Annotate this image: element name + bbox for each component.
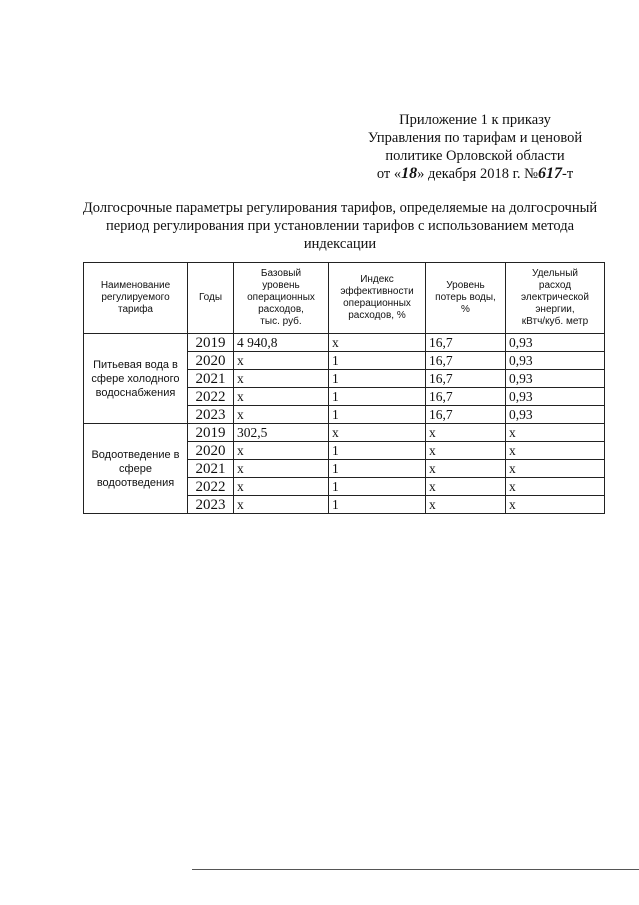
year-cell: 2020 — [188, 352, 234, 370]
value-cell: х — [506, 478, 605, 496]
value-cell: х — [426, 496, 506, 514]
value-cell: х — [426, 442, 506, 460]
header-text-line: Годы — [198, 292, 223, 303]
value-cell: х — [234, 352, 329, 370]
header-text-line: эффективности — [340, 286, 414, 297]
tariff-parameters-table — [83, 262, 605, 514]
table-header-row — [84, 263, 605, 334]
year-cell: 2021 — [188, 370, 234, 388]
header-text-line: операционных — [247, 292, 315, 303]
header-text-line: потерь воды, — [435, 292, 496, 303]
year-cell: 2020 — [188, 442, 234, 460]
year-cell: 2019 — [188, 424, 234, 442]
value-cell: х — [329, 424, 426, 442]
value-cell: 0,93 — [506, 388, 605, 406]
header-text-line: % — [461, 304, 470, 315]
value-cell: х — [506, 442, 605, 460]
value-cell: 0,93 — [506, 406, 605, 424]
header-text-line: расходов, % — [348, 310, 406, 321]
value-cell: 4 940,8 — [234, 334, 329, 352]
header-text-line: уровень — [262, 280, 300, 291]
value-cell: 0,93 — [506, 370, 605, 388]
value-cell: х — [234, 370, 329, 388]
value-cell: 1 — [329, 478, 426, 496]
value-cell: х — [426, 460, 506, 478]
appendix-line-3: политике Орловской области — [385, 148, 565, 164]
table-row — [84, 334, 605, 352]
appendix-line-1: Приложение 1 к приказу — [399, 112, 551, 128]
value-cell: 1 — [329, 370, 426, 388]
year-cell: 2023 — [188, 496, 234, 514]
title-line-3: индексации — [303, 236, 377, 252]
value-cell: 1 — [329, 442, 426, 460]
year-cell: 2023 — [188, 406, 234, 424]
header-years — [188, 263, 234, 334]
header-text-line: электрической — [521, 292, 589, 303]
header-tariff-name — [84, 263, 188, 334]
order-date-mid: » декабря 2018 г. № — [417, 166, 538, 182]
value-cell: х — [329, 334, 426, 352]
value-cell: х — [234, 460, 329, 478]
value-cell: х — [234, 406, 329, 424]
value-cell: 16,7 — [426, 406, 506, 424]
appendix-line-4 — [330, 165, 620, 183]
value-cell: х — [426, 424, 506, 442]
value-cell: 16,7 — [426, 388, 506, 406]
appendix-line-2: Управления по тарифам и ценовой — [367, 130, 583, 146]
table-body — [84, 334, 605, 514]
value-cell: 302,5 — [234, 424, 329, 442]
tariff-name-line: водоснабжения — [95, 386, 176, 399]
title-line-2: период регулирования при установлении тарифов с использованием метода — [105, 218, 575, 234]
value-cell: 1 — [329, 406, 426, 424]
value-cell: 16,7 — [426, 334, 506, 352]
header-text-line: расходов, — [258, 304, 304, 315]
tariff-name-line: Питьевая вода в — [93, 358, 178, 371]
header-text-line: Уровень — [446, 280, 485, 291]
table-row — [84, 424, 605, 442]
header-text-line: тыс. руб. — [260, 316, 302, 327]
year-cell: 2019 — [188, 334, 234, 352]
header-efficiency-index — [329, 263, 426, 334]
value-cell: х — [506, 424, 605, 442]
value-cell: х — [234, 442, 329, 460]
header-text-line: операционных — [343, 298, 411, 309]
value-cell: х — [506, 460, 605, 478]
tariff-name-line: водоотведения — [96, 476, 175, 489]
tariff-name-line: сфере — [119, 462, 152, 475]
value-cell: 1 — [329, 352, 426, 370]
appendix-header — [330, 111, 620, 183]
document-title — [60, 199, 620, 253]
order-day-handwritten: 18 — [401, 165, 418, 182]
value-cell: 1 — [329, 388, 426, 406]
order-date-prefix: от « — [376, 166, 402, 182]
year-cell: 2022 — [188, 388, 234, 406]
value-cell: 0,93 — [506, 334, 605, 352]
value-cell: 0,93 — [506, 352, 605, 370]
value-cell: х — [234, 496, 329, 514]
header-text-line: Удельный — [532, 268, 578, 279]
tariff-name-line: Водоотведение в — [91, 448, 180, 461]
value-cell: 1 — [329, 460, 426, 478]
title-line-1: Долгосрочные параметры регулирования тарифов, определяемые на долгосрочный — [82, 200, 598, 216]
header-text-line: регулируемого — [101, 292, 170, 303]
header-energy-consumption — [506, 263, 605, 334]
header-text-line: тарифа — [118, 304, 153, 315]
header-text-line: расход — [538, 280, 572, 291]
header-text-line: Наименование — [100, 280, 171, 291]
value-cell: 1 — [329, 496, 426, 514]
value-cell: х — [426, 478, 506, 496]
value-cell: х — [506, 496, 605, 514]
header-water-loss — [426, 263, 506, 334]
value-cell: х — [234, 388, 329, 406]
tariff-name-cell — [84, 424, 188, 514]
value-cell: 16,7 — [426, 352, 506, 370]
tariff-name-cell — [84, 334, 188, 424]
order-number-handwritten: 617 — [538, 165, 562, 182]
header-base-expenses — [234, 263, 329, 334]
year-cell: 2021 — [188, 460, 234, 478]
header-text-line: кВтч/куб. метр — [521, 316, 589, 327]
order-number-suffix: -т — [562, 166, 574, 182]
footer-divider — [192, 869, 639, 870]
header-text-line: энергии, — [535, 304, 575, 315]
header-text-line: Индекс — [360, 274, 394, 285]
year-cell: 2022 — [188, 478, 234, 496]
value-cell: х — [234, 478, 329, 496]
header-text-line: Базовый — [260, 268, 302, 279]
value-cell: 16,7 — [426, 370, 506, 388]
tariff-name-line: сфере холодного — [91, 372, 180, 385]
